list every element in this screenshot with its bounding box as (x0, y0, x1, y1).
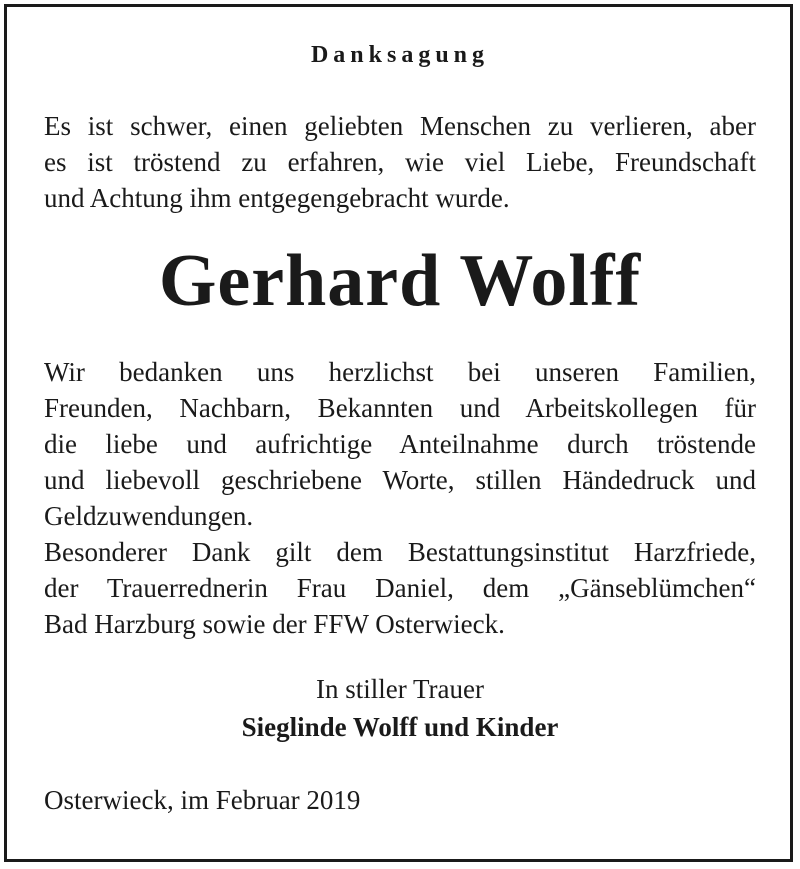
intro-paragraph (44, 108, 756, 216)
special-thanks-line: Bad Harzburg sowie der FFW Osterwieck. (44, 609, 505, 639)
intro-line: Es ist schwer, einen geliebten Menschen zu verlieren, aber (44, 111, 756, 141)
thanks-line: und liebevoll geschriebene Worte, stillen Händedruck und (44, 465, 756, 495)
thanks-line: die liebe und aufrichtige Anteilnahme durch tröstende (44, 429, 756, 459)
place-date: Osterwieck, im Februar 2019 (44, 785, 361, 815)
signers: Sieglinde Wolff und Kinder (241, 712, 559, 742)
special-thanks-paragraph (44, 534, 756, 642)
mourning-phrase: In stiller Trauer (316, 674, 484, 704)
special-thanks-line: Besonderer Dank gilt dem Bestattungsinstitut Harzfriede, (44, 537, 756, 567)
special-thanks-line: der Trauerrednerin Frau Daniel, dem „Gänseblümchen“ (44, 573, 756, 603)
intro-line: und Achtung ihm entgegengebracht wurde. (44, 183, 510, 213)
thanks-paragraph (44, 354, 756, 534)
thanks-line: Freunden, Nachbarn, Bekannten und Arbeitskollegen für (44, 393, 756, 423)
thanks-line: Wir bedanken uns herzlichst bei unseren Familien, (44, 357, 756, 387)
intro-line: es ist tröstend zu erfahren, wie viel Liebe, Freundschaft (44, 147, 756, 177)
deceased-name: Gerhard Wolff (158, 240, 642, 322)
notice-heading: Danksagung (310, 42, 490, 68)
thanks-line: Geldzuwendungen. (44, 501, 254, 531)
